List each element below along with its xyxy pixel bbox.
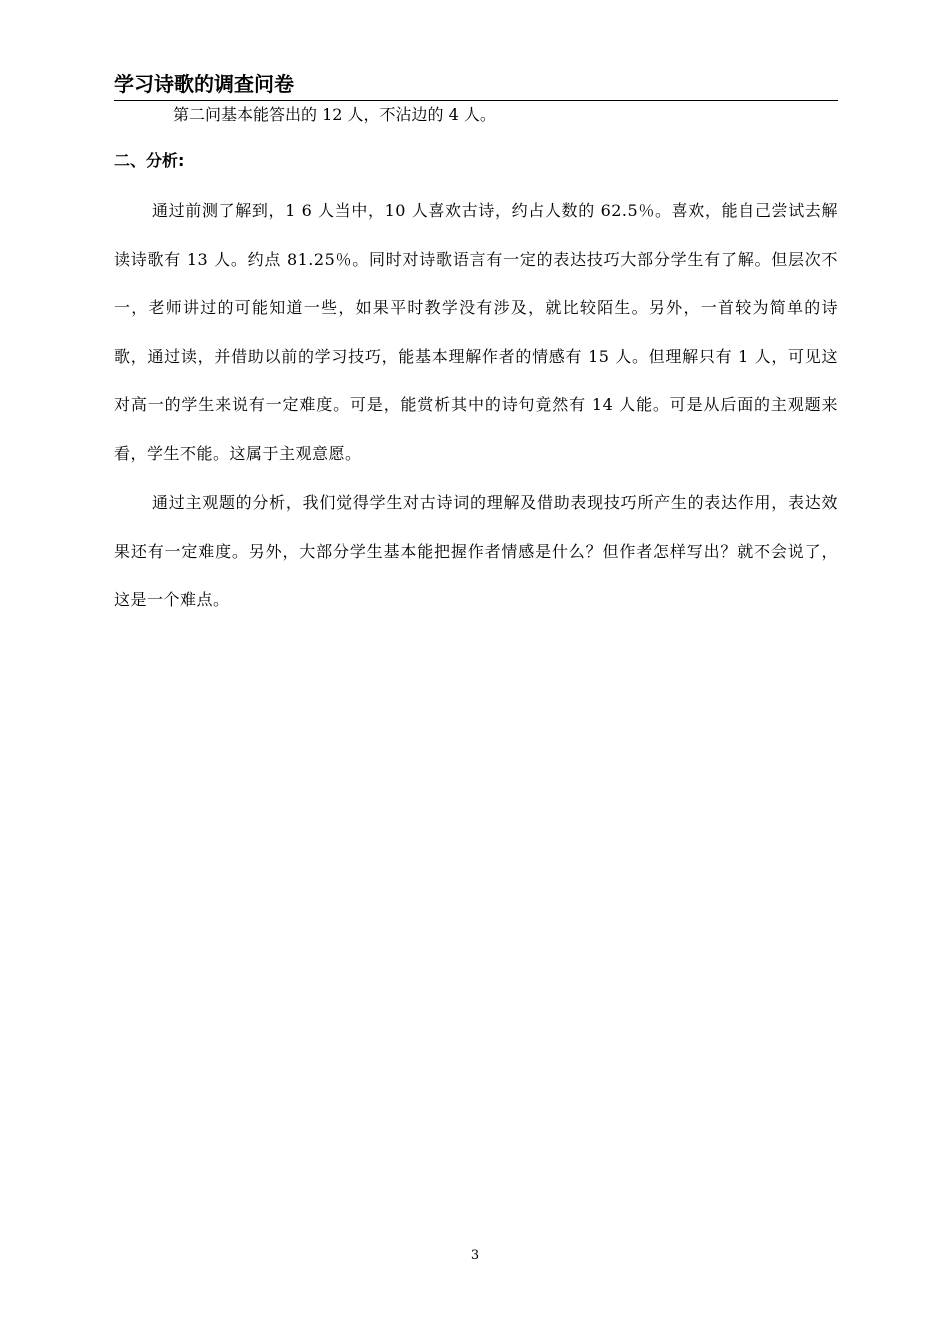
- document-title: 学习诗歌的调查问卷: [114, 72, 294, 96]
- page-number: 3: [470, 1248, 480, 1263]
- page-header: [114, 70, 838, 101]
- section-heading: 二、分析:: [114, 151, 185, 170]
- analysis-paragraph-1: 通过前测了解到，1 6 人当中，10 人喜欢古诗，约占人数的 62.5％。喜欢，能自己尝试去解读诗歌有 13 人。约点 81.25％。同时对诗歌语言有一定的表达技巧大部分学生有了解。但层次不一，老师讲过的可能知道一些，如果平时教学没有涉及，就比较陌生。另外，一首较为简单的诗歌，通过读，并借助以前的学习技巧，能基本理解作者的情感有 15 人。但理解只有 1 人，可见这对高一的学生来说有一定难度。可是，能赏析其中的诗句竟然有 14 人能。可是从后面的主观题来看，学生不能。这属于主观意愿。: [114, 201, 838, 463]
- survey-result-line: 第二问基本能答出的 12 人，不沾边的 4 人。: [173, 105, 496, 124]
- analysis-paragraph-2: 通过主观题的分析，我们觉得学生对古诗词的理解及借助表现技巧所产生的表达作用，表达效果还有一定难度。另外，大部分学生基本能把握作者情感是什么？但作者怎样写出？就不会说了，这是一个难点。: [114, 493, 838, 609]
